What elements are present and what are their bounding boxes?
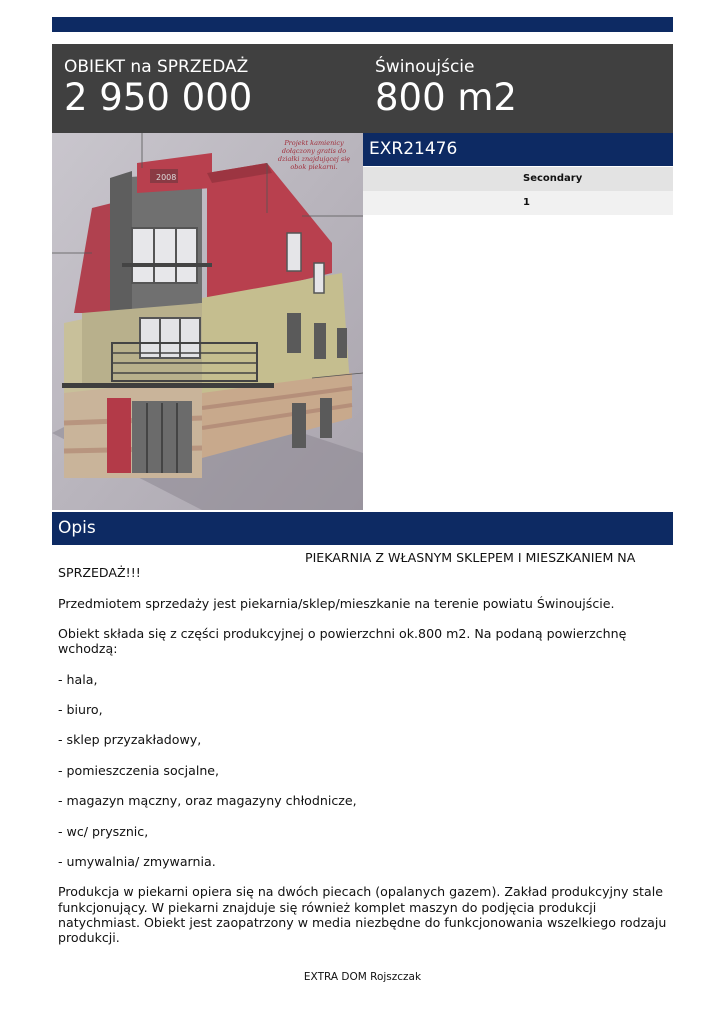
listing-city: Świnoujście xyxy=(375,57,475,77)
listing-header xyxy=(52,44,673,133)
section-title: Opis xyxy=(52,512,673,545)
description-paragraph: Obiekt składa się z części produkcyjnej o powierzchni ok.800 m2. Na podaną powierzchnę wchodzą: xyxy=(58,625,627,657)
property-photo xyxy=(52,133,363,510)
facade-sign: 2008 xyxy=(156,173,177,182)
description-paragraph: Przedmiotem sprzedaży jest piekarnia/sklep/mieszkanie na terenie powiatu Świnoujście. xyxy=(58,595,615,611)
listing-area: 800 m2 xyxy=(375,76,517,119)
listing-type-label: OBIEKT na SPRZEDAŻ xyxy=(64,57,249,77)
description-list-item: - biuro, xyxy=(58,701,103,717)
description-headline: PIEKARNIA Z WŁASNYM SKLEPEM I MIESZKANIEM NA SPRZEDAŻ!!! xyxy=(58,550,636,581)
price-block xyxy=(64,56,252,118)
location-block xyxy=(375,56,517,118)
description-list-item: - pomieszczenia socjalne, xyxy=(58,762,220,778)
description-list-item: - sklep przyzakładowy, xyxy=(58,732,202,748)
property-row: 1 xyxy=(363,191,673,215)
property-row: Secondary xyxy=(363,167,673,191)
header-stripe xyxy=(52,17,673,32)
description-paragraph: Produkcja w piekarni opiera się na dwóch piecach (opalanych gazem). Zakład produkcyjny stale funkcjonujący. W piekarni znajduje się również komplet maszyn do podjęcia produkcji natychmiast. Obiekt jest zaopatrzony w media niezbędne do funkcjonowania wszelkiego rodzaju produkcji. xyxy=(58,884,667,945)
photo-caption-line: Projekt kamienicy xyxy=(284,139,344,147)
description-list-item: - wc/ prysznic, xyxy=(58,823,149,839)
agency-footer: EXTRA DOM Rojszczak xyxy=(303,971,422,983)
photo-caption-line: obok piekarni. xyxy=(290,163,338,171)
description xyxy=(58,550,670,960)
description-list-item: - hala, xyxy=(58,671,98,687)
listing-price: 2 950 000 xyxy=(64,76,253,119)
photo-caption-line: działki znajdującej się xyxy=(277,155,351,163)
description-list-item: - magazyn mączny, oraz magazyny chłodnicze, xyxy=(58,793,357,809)
description-list-item: - umywalnia/ zmywarnia. xyxy=(58,853,216,869)
photo-caption-line: dołączony gratis do xyxy=(281,147,347,155)
reference-number: EXR21476 xyxy=(363,133,673,166)
